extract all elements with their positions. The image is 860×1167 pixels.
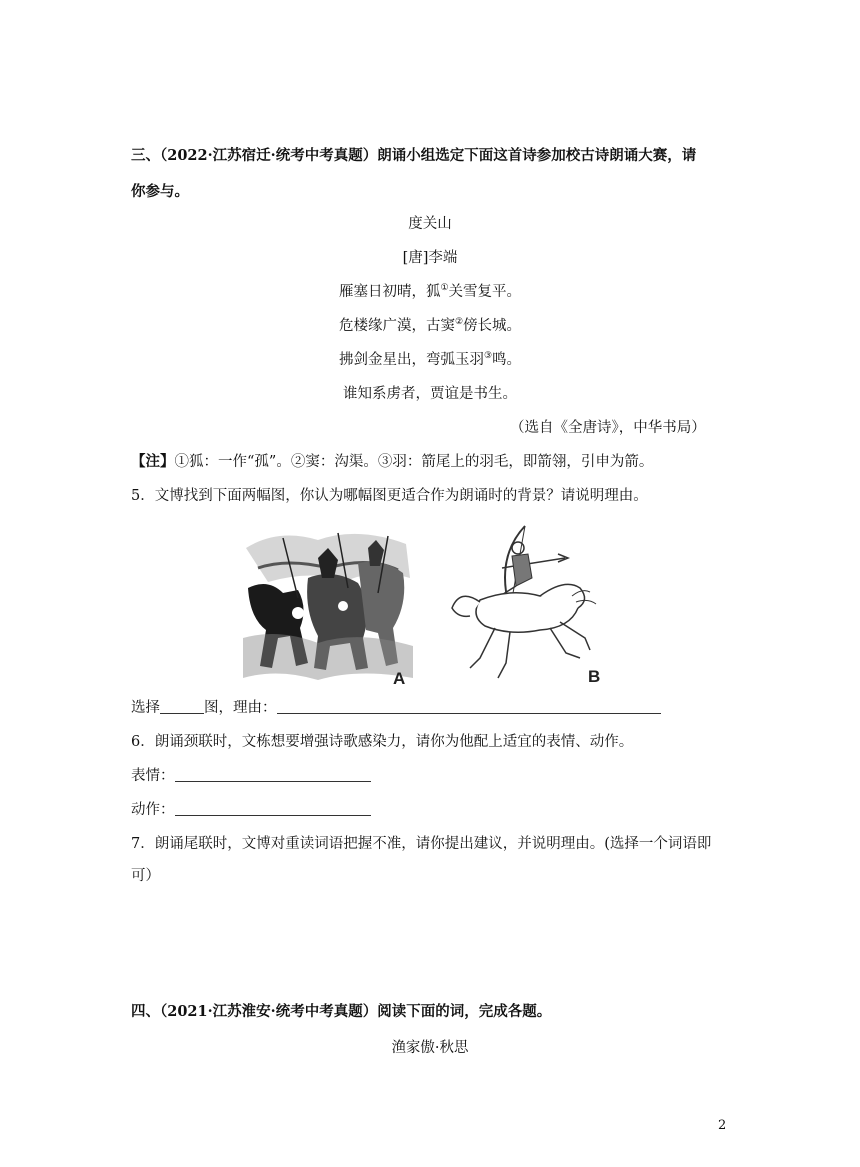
choice-blank[interactable] <box>160 699 204 714</box>
battle-scene-image-a <box>238 518 418 690</box>
poem-line-1: 雁塞日初晴，狐①关雪复平。 <box>338 283 522 300</box>
expression-line: 表情： <box>131 766 371 786</box>
choice-line: 选择 图，理由： <box>131 698 661 718</box>
archer-image-b <box>440 518 610 690</box>
section4-poem-title: 渔家傲·秋思 <box>391 1040 469 1056</box>
image-b-label: B <box>588 667 601 686</box>
expression-blank[interactable] <box>175 767 371 782</box>
question-5: 5．文博找到下面两幅图，你认为哪幅图更适合作为朗诵时的背景？请说明理由。 <box>131 488 648 504</box>
poem-author: [唐]李端 <box>402 250 458 266</box>
action-blank[interactable] <box>175 801 371 816</box>
question-7: 7．朗诵尾联时，文博对重读词语把握不准，请你提出建议，并说明理由。(选择一个词语即 <box>131 836 712 852</box>
question-7-cont: 可） <box>131 868 160 884</box>
image-a-label: A <box>393 669 406 688</box>
poem-line-2: 危楼缘广漠，古窦②傍长城。 <box>338 317 522 334</box>
section3-heading: 三、（2022·江苏宿迁·统考中考真题）朗诵小组选定下面这首诗参加校古诗朗诵大赛，请 <box>131 147 697 164</box>
reason-blank[interactable] <box>277 699 661 714</box>
poem-title: 度关山 <box>408 216 452 232</box>
poem-line-3: 拂剑金星出，弯弧玉羽③鸣。 <box>338 351 522 368</box>
page-number: 2 <box>718 1118 727 1133</box>
poem-line-4: 谁知系虏者，贾谊是书生。 <box>343 386 517 402</box>
action-line: 动作： <box>131 800 371 820</box>
section4-heading: 四、（2021·江苏淮安·统考中考真题）阅读下面的词，完成各题。 <box>131 1003 552 1020</box>
section3-heading-cont: 你参与。 <box>131 183 189 200</box>
question-6: 6．朗诵颈联时，文栋想要增强诗歌感染力，请你为他配上适宜的表情、动作。 <box>131 734 634 750</box>
poem-source: （选自《全唐诗》，中华书局） <box>510 420 706 436</box>
poem-note: 【注】①狐：一作“孤”。②窦：沟渠。③羽：箭尾上的羽毛，即箭翎，引申为箭。 <box>131 453 654 470</box>
